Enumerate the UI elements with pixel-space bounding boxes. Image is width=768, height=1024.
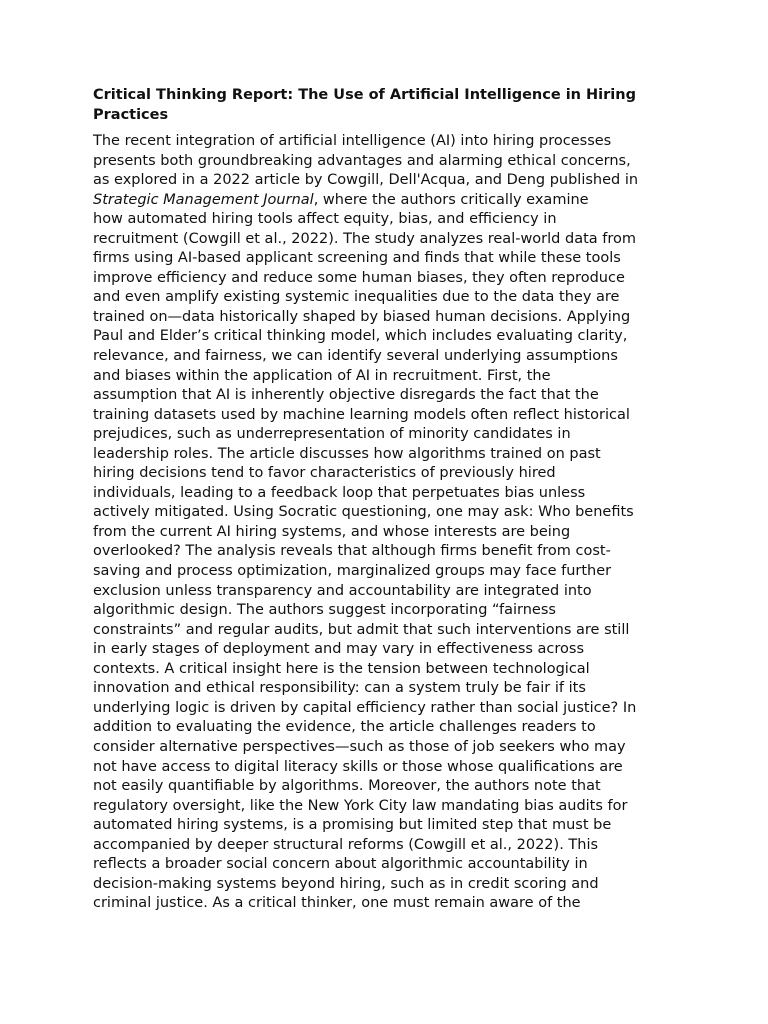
body-line: improve efficiency and reduce some human biases, they often reproduce xyxy=(93,269,625,286)
body-line: in early stages of deployment and may vary in effectiveness across xyxy=(93,641,585,658)
body-line: not easily quantifiable by algorithms. Moreover, the authors note that xyxy=(93,778,601,795)
body-line: recruitment (Cowgill et al., 2022). The study analyzes real-world data from xyxy=(93,230,636,247)
body-line: consider alternative perspectives—such as those of job seekers who may xyxy=(93,738,626,755)
body-line: decision-making systems beyond hiring, such as in credit scoring and xyxy=(93,875,599,892)
body-line: from the current AI hiring systems, and whose interests are being xyxy=(93,523,571,540)
body-line: prejudices, such as underrepresentation of minority candidates in xyxy=(93,426,571,443)
body-line: innovation and ethical responsibility: can a system truly be fair if its xyxy=(93,680,586,697)
body-line: The recent integration of artificial intelligence (AI) into hiring processes xyxy=(93,133,612,149)
body-line: how automated hiring tools affect equity, bias, and efficiency in xyxy=(93,211,557,228)
body-line: underlying logic is driven by capital efficiency rather than social justice? In xyxy=(93,699,637,716)
body-line: and even amplify existing systemic inequalities due to the data they are xyxy=(93,289,620,306)
body-line: overlooked? The analysis reveals that although firms benefit from cost- xyxy=(93,543,611,560)
body-line: leadership roles. The article discusses how algorithms trained on past xyxy=(93,445,601,462)
title-line-2: Practices xyxy=(93,106,169,123)
body-line: algorithmic design. The authors suggest incorporating “fairness xyxy=(93,602,556,619)
body-line: automated hiring systems, is a promising but limited step that must be xyxy=(93,817,612,834)
title-line-1: Critical Thinking Report: The Use of Artificial Intelligence in Hiring xyxy=(93,87,636,103)
body-paragraph xyxy=(93,132,683,914)
body-line: addition to evaluating the evidence, the article challenges readers to xyxy=(93,719,596,736)
body-line: relevance, and fairness, we can identify several underlying assumptions xyxy=(93,348,618,365)
body-line: accompanied by deeper structural reforms (Cowgill et al., 2022). This xyxy=(93,836,599,853)
body-line: hiring decisions tend to favor characteristics of previously hired xyxy=(93,465,556,482)
body-line: training datasets used by machine learning models often reflect historical xyxy=(93,406,630,423)
body-line: presents both groundbreaking advantages and alarming ethical concerns, xyxy=(93,152,631,169)
journal-line-rest: , where the authors critically examine xyxy=(313,191,589,208)
document-title xyxy=(93,86,683,125)
journal-name: Strategic Management Journal xyxy=(93,191,314,208)
body-line: assumption that AI is inherently objective disregards the fact that the xyxy=(93,387,599,404)
body-line: as explored in a 2022 article by Cowgill, Dell'Acqua, and Deng published in xyxy=(93,172,639,189)
body-line: saving and process optimization, marginalized groups may face further xyxy=(93,563,612,580)
body-line: contexts. A critical insight here is the tension between technological xyxy=(93,660,590,677)
document-page xyxy=(93,86,683,914)
body-line: not have access to digital literacy skills or those whose qualifications are xyxy=(93,758,623,775)
body-line: criminal justice. As a critical thinker, one must remain aware of the xyxy=(93,895,581,912)
body-line: trained on—data historically shaped by biased human decisions. Applying xyxy=(93,308,631,325)
body-line: actively mitigated. Using Socratic questioning, one may ask: Who benefits xyxy=(93,504,634,521)
body-line: Paul and Elder’s critical thinking model, which includes evaluating clarity, xyxy=(93,328,628,345)
body-line: regulatory oversight, like the New York City law mandating bias audits for xyxy=(93,797,628,814)
body-line-journal xyxy=(93,191,683,211)
body-line: and biases within the application of AI in recruitment. First, the xyxy=(93,367,551,384)
body-line: exclusion unless transparency and accountability are integrated into xyxy=(93,582,592,599)
body-line: firms using AI-based applicant screening and finds that while these tools xyxy=(93,250,621,267)
body-line: individuals, leading to a feedback loop that perpetuates bias unless xyxy=(93,484,586,501)
body-line: reflects a broader social concern about algorithmic accountability in xyxy=(93,856,588,873)
body-line: constraints” and regular audits, but admit that such interventions are still xyxy=(93,621,630,638)
